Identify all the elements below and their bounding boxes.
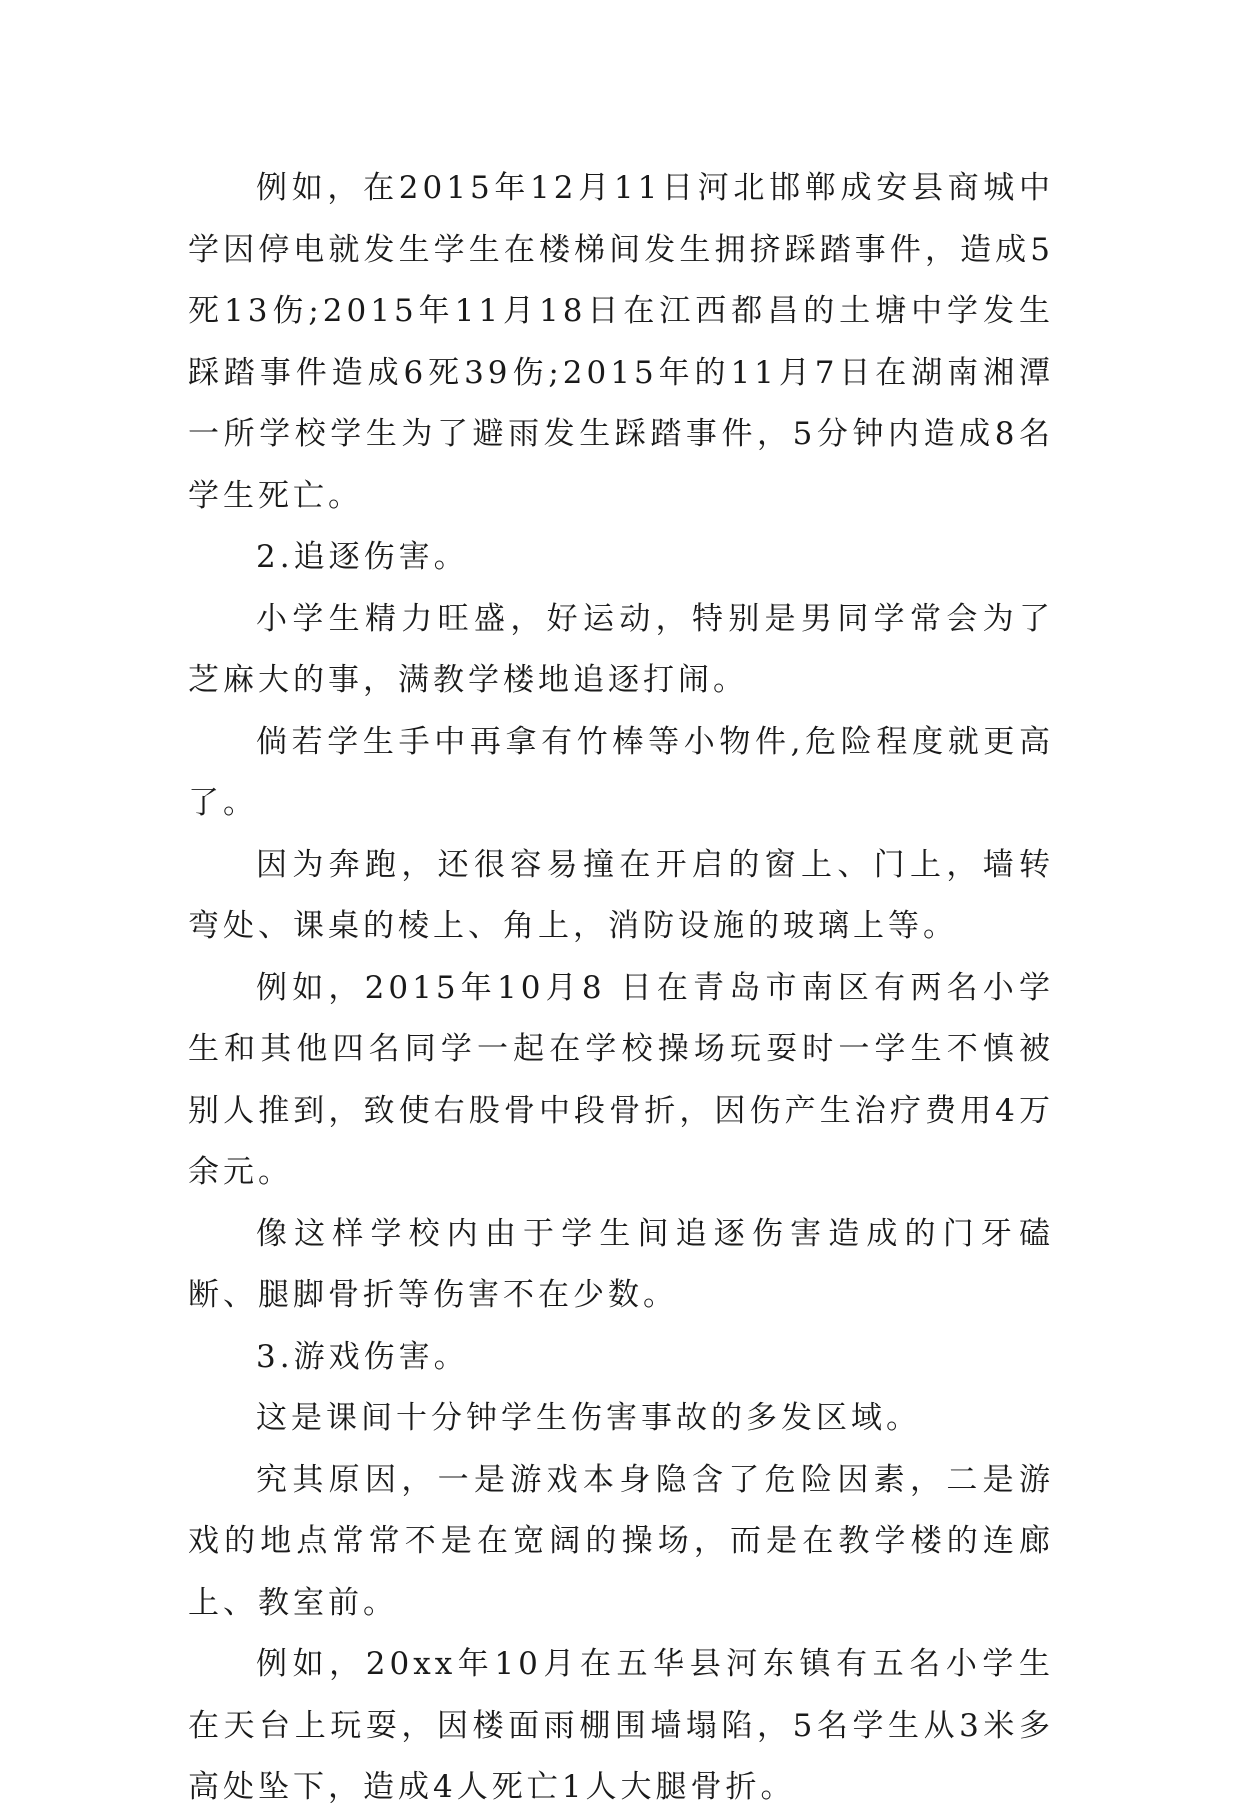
paragraph-8: 究其原因，一是游戏本身隐含了危险因素，二是游戏的地点常常不是在宽阔的操场，而是在教学楼的连廊上、教室前。 xyxy=(188,1461,1054,1621)
document-body xyxy=(188,158,1054,1819)
paragraph-7: 这是课间十分钟学生伤害事故的多发区域。 xyxy=(256,1400,921,1436)
paragraph-4: 因为奔跑，还很容易撞在开启的窗上、门上，墙转弯处、课桌的棱上、角上，消防设施的玻璃上等。 xyxy=(188,846,1054,944)
heading-game-injury: 3.游戏伤害。 xyxy=(256,1338,469,1375)
paragraph-5: 例如，2015年10月8 日在青岛市南区有两名小学生和其他四名同学一起在学校操场玩耍时一学生不慎被别人推到，致使右股骨中段骨折，因伤产生治疗费用4万余元。 xyxy=(188,969,1054,1190)
paragraph-2: 小学生精力旺盛，好运动，特别是男同学常会为了芝麻大的事，满教学楼地追逐打闹。 xyxy=(188,600,1054,698)
paragraph-1: 例如，在2015年12月11日河北邯郸成安县商城中学因停电就发生学生在楼梯间发生拥挤踩踏事件，造成5死13伤;2015年11月18日在江西都昌的土塘中学发生踩踏事件造成6死39伤;2015年的11月7日在湖南湘潭一所学校学生为了避雨发生踩踏事件，5分钟内造成8名学生死亡。 xyxy=(188,170,1054,514)
paragraph-3: 倘若学生手中再拿有竹棒等小物件,危险程度就更高了。 xyxy=(188,723,1054,821)
paragraph-9: 例如，20xx年10月在五华县河东镇有五名小学生在天台上玩耍，因楼面雨棚围墙塌陷，5名学生从3米多高处坠下，造成4人死亡1人大腿骨折。 xyxy=(188,1646,1054,1805)
heading-chasing-injury: 2.追逐伤害。 xyxy=(256,539,469,575)
paragraph-6: 像这样学校内由于学生间追逐伤害造成的门牙磕断、腿脚骨折等伤害不在少数。 xyxy=(188,1215,1054,1313)
